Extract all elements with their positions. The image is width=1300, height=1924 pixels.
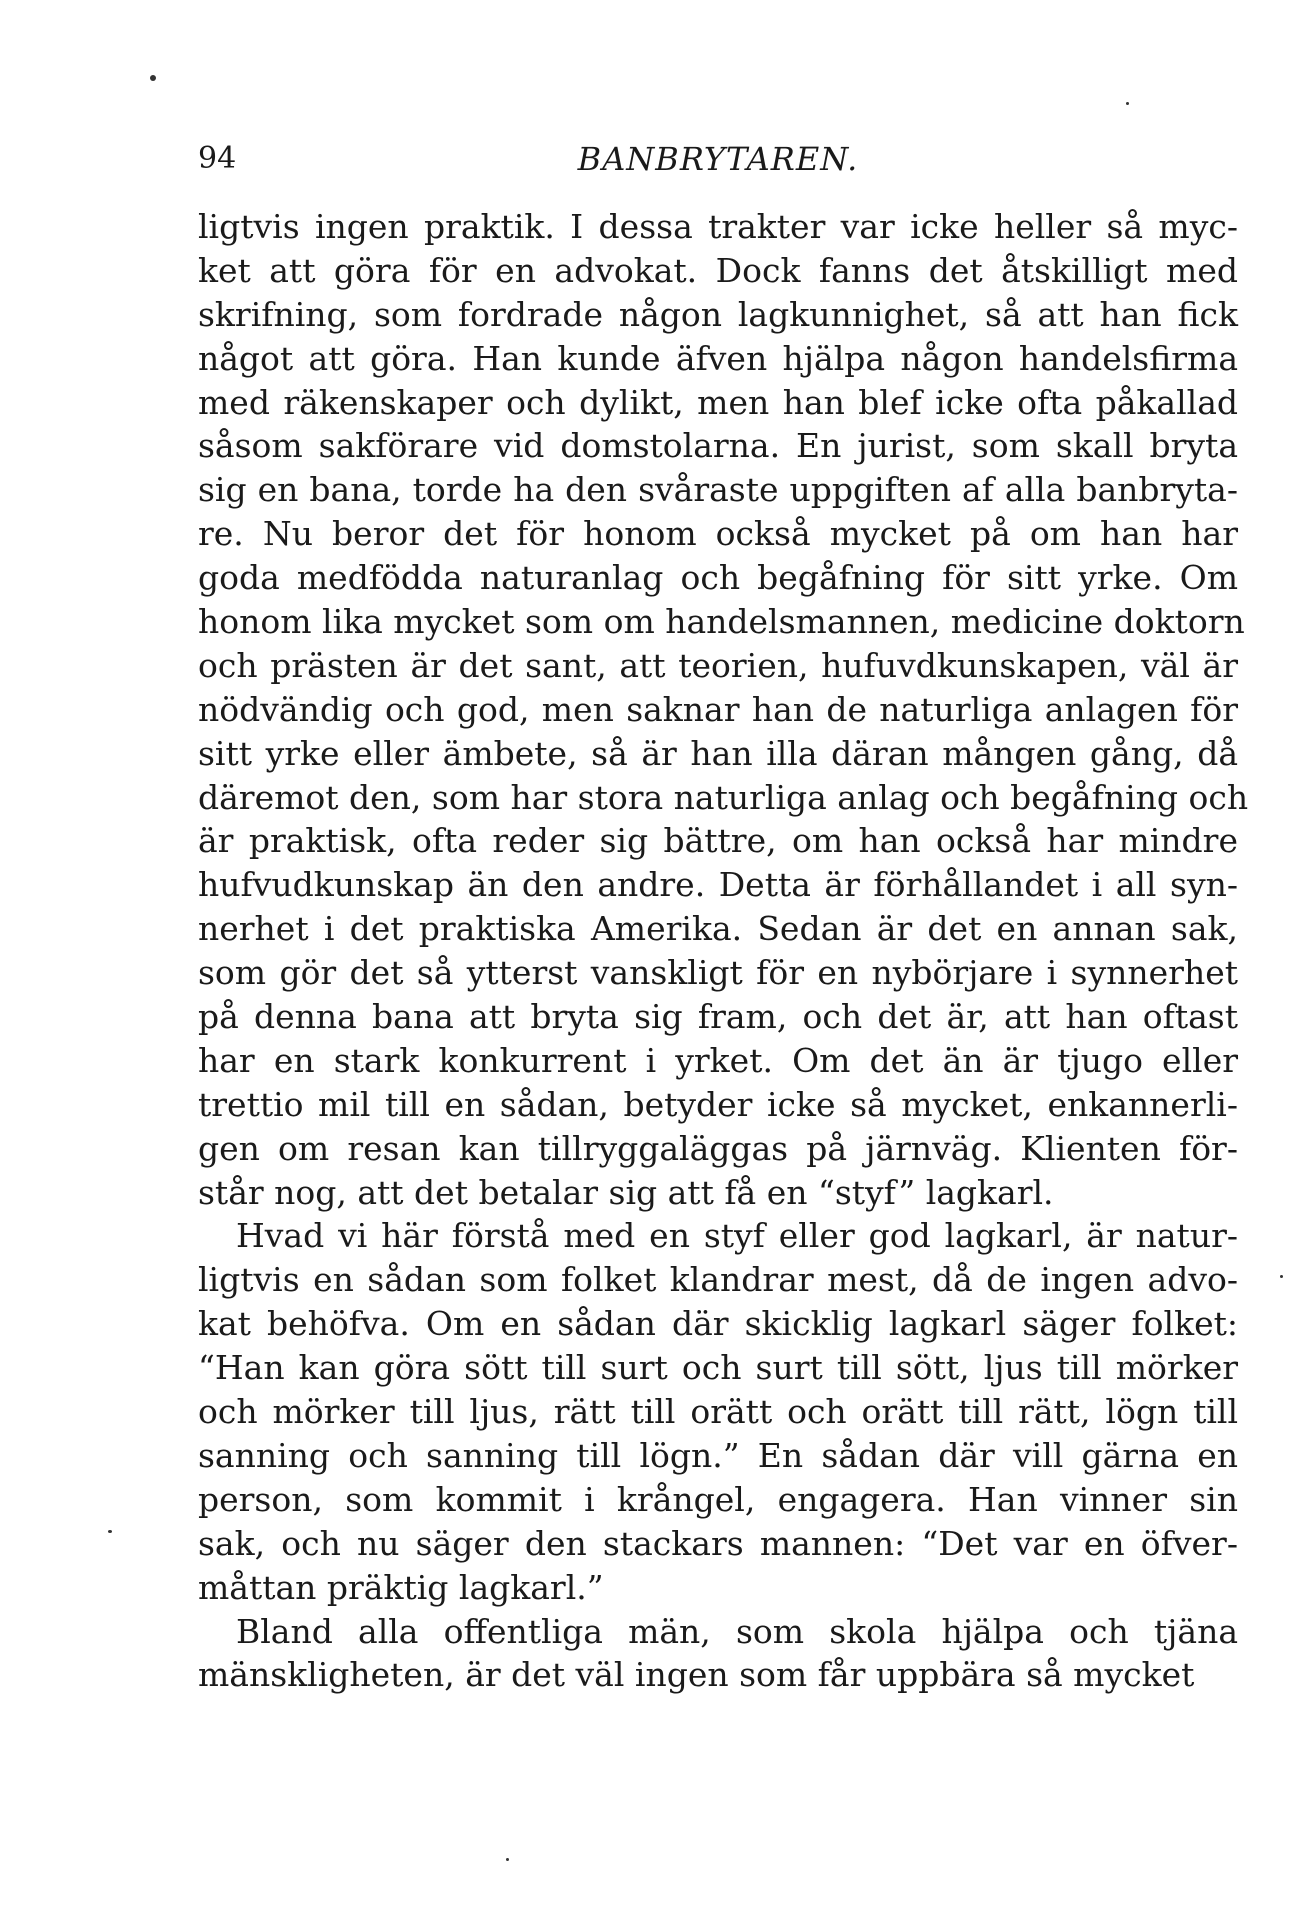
text-line: såsom sakförare vid domstolarna. En jurist, som skall bryta	[198, 426, 1238, 466]
text-line: står nog, att det betalar sig att få en “styf” lagkarl.	[198, 1172, 1054, 1212]
text-line: skrifning, som fordrade någon lagkunnighet, så att han fick	[198, 294, 1238, 334]
text-line: och mörker till ljus, rätt till orätt och orätt till rätt, lögn till	[198, 1392, 1238, 1432]
print-speck	[1280, 1275, 1283, 1278]
text-line: har en stark konkurrent i yrket. Om det än är tjugo eller	[198, 1040, 1238, 1080]
text-line: nerhet i det praktiska Amerika. Sedan är det en annan sak,	[198, 909, 1238, 949]
text-line: honom lika mycket som om handelsmannen, medicine doktorn	[198, 602, 1245, 642]
page-header	[198, 135, 1238, 183]
text-line: “Han kan göra sött till surt och surt till sött, ljus till mörker	[198, 1348, 1238, 1388]
print-speck	[108, 1530, 112, 1533]
text-line: re. Nu beror det för honom också mycket på om han har	[198, 514, 1238, 554]
text-line: sak, och nu säger den stackars mannen: “Det var en öfver-	[198, 1523, 1238, 1563]
text-line: trettio mil till en sådan, betyder icke så mycket, enkannerli-	[198, 1084, 1238, 1124]
text-line: däremot den, som har stora naturliga anlag och begåfning och	[198, 777, 1249, 817]
text-line: måttan präktig lagkarl.”	[198, 1567, 604, 1607]
text-line: ligtvis en sådan som folket klandrar mest, då de ingen advo-	[198, 1260, 1238, 1300]
text-line: ket att göra för en advokat. Dock fanns det åtskilligt med	[198, 250, 1238, 290]
print-speck	[150, 75, 156, 81]
text-line: och prästen är det sant, att teorien, hufuvdkunskapen, väl är	[198, 645, 1238, 685]
text-line: något att göra. Han kunde äfven hjälpa någon handelsfirma	[198, 338, 1238, 378]
paragraph	[198, 1610, 1238, 1698]
text-line: är praktisk, ofta reder sig bättre, om han också har mindre	[198, 821, 1238, 861]
text-line: sig en bana, torde ha den svåraste uppgiften af alla banbryta-	[198, 470, 1238, 510]
print-speck	[1126, 102, 1129, 105]
text-line: mänskligheten, är det väl ingen som får uppbära så mycket	[198, 1655, 1195, 1695]
text-line: hufvudkunskap än den andre. Detta är förhållandet i all syn-	[198, 865, 1238, 905]
text-line: ligtvis ingen praktik. I dessa trakter var icke heller så myc-	[198, 207, 1238, 246]
text-line: sitt yrke eller ämbete, så är han illa däran mången gång, då	[198, 733, 1238, 773]
text-line: sanning och sanning till lögn.” En sådan där vill gärna en	[198, 1435, 1238, 1475]
text-line: goda medfödda naturanlag och begåfning för sitt yrke. Om	[198, 558, 1238, 598]
text-line: nödvändig och god, men saknar han de naturliga anlagen för	[198, 689, 1238, 729]
paragraph	[198, 205, 1249, 1214]
body-text	[198, 205, 1249, 1697]
text-line: Hvad vi här förstå med en styf eller god lagkarl, är natur-	[236, 1216, 1238, 1256]
text-line: på denna bana att bryta sig fram, och det är, att han oftast	[198, 997, 1238, 1037]
text-line: kat behöfva. Om en sådan där skicklig lagkarl säger folket:	[198, 1304, 1238, 1344]
text-line: gen om resan kan tillryggaläggas på järnväg. Klienten för-	[198, 1128, 1238, 1168]
paragraph	[198, 1214, 1238, 1609]
running-title: BANBRYTAREN.	[577, 140, 859, 178]
text-line: Bland alla offentliga män, som skola hjälpa och tjäna	[236, 1611, 1238, 1651]
page-number: 94	[198, 141, 237, 176]
text-line: person, som kommit i krångel, engagera. Han vinner sin	[198, 1479, 1238, 1519]
print-speck	[506, 1858, 509, 1861]
text-line: som gör det så ytterst vanskligt för en nybörjare i synnerhet	[198, 953, 1238, 993]
text-line: med räkenskaper och dylikt, men han blef icke ofta påkallad	[198, 382, 1238, 422]
